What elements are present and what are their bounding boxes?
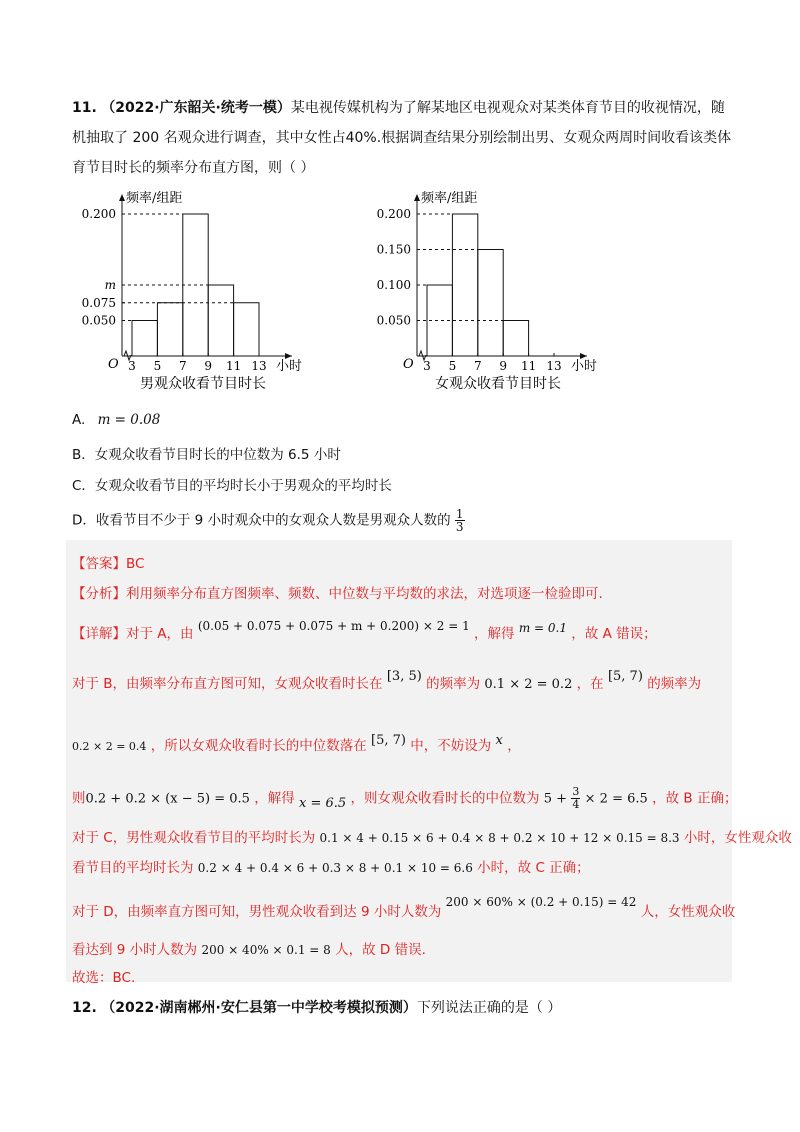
y-tick-label: m bbox=[104, 278, 116, 292]
median-fraction bbox=[571, 786, 580, 811]
x-tick-label: 3 bbox=[128, 359, 136, 373]
interval-5-7: [5, 7) bbox=[607, 669, 643, 684]
y-axis-arrow bbox=[414, 194, 420, 201]
detail-b-line-3 bbox=[72, 786, 737, 811]
option-a bbox=[72, 412, 160, 428]
detail-c-text-2: 小时，女性观众收 bbox=[683, 830, 792, 846]
histogram-bar bbox=[208, 285, 233, 356]
x-tick-label: 3 bbox=[423, 359, 431, 373]
male-count-equation: 200 × 60% × (0.2 + 0.15) = 42 bbox=[445, 895, 637, 909]
x-tick-label: 9 bbox=[204, 359, 213, 373]
y-tick-label: 0.050 bbox=[81, 313, 116, 328]
question-12-number: 12. bbox=[72, 1000, 97, 1016]
x-tick-label: 7 bbox=[178, 359, 187, 373]
detail-b-text-4: 的频率为 bbox=[647, 676, 702, 692]
detail-a-text-2: ，解得 bbox=[474, 626, 515, 642]
analysis-text: 利用频率分布直方图频率、频数、中位数与平均数的求法，对选项逐一检验即可. bbox=[126, 586, 603, 602]
y-tick-label: 0.100 bbox=[376, 278, 411, 292]
median-fraction-numerator: 3 bbox=[572, 785, 580, 798]
option-d-text: D．收看节目不少于 9 小时观众中的女观众人数是男观众人数的 bbox=[72, 512, 451, 529]
answer-line bbox=[72, 552, 144, 572]
y-tick-label: 0.200 bbox=[81, 207, 116, 221]
detail-b-text-3: ，在 bbox=[576, 676, 604, 692]
detail-c-line-2 bbox=[72, 856, 590, 876]
median-expr-start: 5 + bbox=[543, 791, 568, 807]
median-equation: 0.2 + 0.2 × (x − 5) = 0.5 bbox=[85, 791, 250, 807]
y-axis-arrow bbox=[119, 194, 125, 201]
detail-a-text: 对于 A，由 bbox=[126, 626, 194, 642]
analysis-line bbox=[72, 582, 603, 602]
detail-d-text-3: 看达到 9 小时人数为 bbox=[72, 942, 198, 958]
y-axis-label: 频率/组距 bbox=[126, 191, 183, 206]
fraction-numerator: 1 bbox=[455, 507, 464, 521]
detail-d-line-1 bbox=[72, 895, 736, 920]
y-tick-label: 0.150 bbox=[376, 242, 411, 257]
y-tick-label: 0.200 bbox=[376, 207, 411, 221]
answer-value: BC bbox=[126, 556, 145, 572]
question-12-text: 下列说法正确的是（ ） bbox=[416, 1000, 562, 1016]
detail-d-line-2 bbox=[72, 938, 426, 958]
detail-b-text-8: 则 bbox=[72, 790, 86, 807]
chart-title: 男观众收看节目时长 bbox=[140, 376, 266, 392]
detail-b-calc-1: 0.1 × 2 = 0.2 bbox=[484, 677, 573, 692]
x-tick-label: 11 bbox=[520, 359, 537, 373]
histogram-bar bbox=[478, 250, 503, 357]
variable-x: x bbox=[495, 733, 503, 748]
detail-b-line-2 bbox=[72, 734, 521, 754]
analysis-tag: 【分析】 bbox=[72, 586, 126, 602]
x-tick-label: 7 bbox=[473, 359, 482, 373]
fraction-denominator: 3 bbox=[455, 520, 464, 534]
origin-label: O bbox=[108, 357, 119, 372]
final-choice: 故选：BC. bbox=[72, 970, 136, 986]
y-tick-label: 0.050 bbox=[376, 313, 411, 328]
detail-c-line-1 bbox=[72, 826, 792, 846]
histogram-bar bbox=[132, 321, 157, 357]
detail-c-conclusion: 小时，故 C 正确； bbox=[477, 860, 590, 876]
x-tick-label: 5 bbox=[153, 359, 162, 373]
option-b: B．女观众收看节目时长的中位数为 6.5 小时 bbox=[72, 447, 341, 463]
option-a-label: A. bbox=[72, 412, 86, 428]
x-axis-label: 小时 bbox=[571, 359, 598, 374]
detail-c-text-1: 对于 C，男性观众收看节目的平均时长为 bbox=[72, 830, 316, 846]
histogram-bar bbox=[503, 321, 528, 357]
detail-a-line bbox=[72, 619, 657, 642]
histogram-bar bbox=[157, 303, 182, 356]
median-fraction-denominator: 4 bbox=[572, 798, 580, 811]
female-histogram bbox=[355, 182, 605, 397]
detail-b-text-2: 的频率为 bbox=[426, 676, 481, 692]
detail-c-text-3: 看节目的平均时长为 bbox=[72, 860, 194, 876]
detail-b-text-9: ，解得 bbox=[254, 790, 295, 807]
question-source: （2022·广东韶关·统考一模） bbox=[101, 100, 291, 116]
option-c: C．女观众收看节目的平均时长小于男观众的平均时长 bbox=[72, 478, 392, 494]
detail-b-text-10: ，则女观众收看时长的中位数为 bbox=[350, 790, 540, 807]
x-tick-label: 9 bbox=[499, 359, 508, 373]
question-number: 11. bbox=[72, 100, 97, 116]
median-solution: x = 6.5 bbox=[299, 795, 347, 811]
detail-a-equation: (0.05 + 0.075 + 0.075 + m + 0.200) × 2 = 1 bbox=[197, 619, 470, 633]
origin-label: O bbox=[403, 357, 414, 372]
chart-title: 女观众收看节目时长 bbox=[435, 376, 561, 392]
male-histogram bbox=[60, 182, 310, 397]
detail-b-text-1: 对于 B，由频率分布直方图可知，女观众收看时长在 bbox=[72, 676, 383, 692]
female-mean-equation: 0.2 × 4 + 0.4 × 6 + 0.3 × 8 + 0.1 × 10 = 6.6 bbox=[197, 861, 473, 875]
x-tick-label: 13 bbox=[546, 359, 562, 373]
question-text: 某电视传媒机构为了解某地区电视观众对某类体育节目的收视情况，随 bbox=[290, 100, 725, 116]
histogram-bar bbox=[452, 214, 477, 356]
question-11-line-1 bbox=[72, 98, 725, 118]
detail-b-text-7: ， bbox=[507, 738, 521, 754]
question-12-source: （2022·湖南郴州·安仁县第一中学校考模拟预测） bbox=[101, 1000, 417, 1016]
answer-tag: 【答案】 bbox=[72, 556, 126, 572]
detail-d-text-2: 人，女性观众收 bbox=[640, 904, 736, 920]
y-axis-label: 频率/组距 bbox=[421, 191, 478, 206]
detail-tag: 【详解】 bbox=[72, 626, 126, 642]
y-tick-label: 0.075 bbox=[81, 295, 116, 310]
question-12 bbox=[72, 998, 561, 1018]
detail-b-calc-2: 0.2 × 2 = 0.4 bbox=[72, 740, 147, 753]
detail-b-text-6: 中，不妨设为 bbox=[410, 738, 492, 754]
female-count-equation: 200 × 40% × 0.1 = 8 bbox=[201, 943, 331, 957]
median-expr-end: × 2 = 6.5 bbox=[584, 791, 648, 807]
interval-3-5: [3, 5) bbox=[386, 669, 422, 684]
detail-b-conclusion: ，故 B 正确； bbox=[652, 790, 738, 807]
detail-b-text-5: ，所以女观众收看时长的中位数落在 bbox=[150, 738, 367, 754]
question-11-line-3: 育节目时长的频率分布直方图，则（ ） bbox=[72, 160, 315, 176]
detail-a-result: m = 0.1 bbox=[518, 621, 567, 635]
option-d-fraction bbox=[455, 508, 465, 533]
x-tick-label: 13 bbox=[251, 359, 267, 373]
male-mean-equation: 0.1 × 4 + 0.15 × 6 + 0.4 × 8 + 0.2 × 10 + 12 × 0.15 = 8.3 bbox=[319, 831, 680, 845]
question-11-line-2: 机抽取了 200 名观众进行调查，其中女性占40%.根据调查结果分别绘制出男、女观众两周时间收看该类体 bbox=[72, 130, 732, 146]
detail-d-conclusion: 人，故 D 错误. bbox=[335, 942, 426, 958]
option-a-math: m = 0.08 bbox=[97, 412, 161, 428]
x-tick-label: 5 bbox=[448, 359, 457, 373]
detail-d-text-1: 对于 D，由频率直方图可知，男性观众收看到达 9 小时人数为 bbox=[72, 904, 442, 920]
detail-a-conclusion: ，故 A 错误； bbox=[571, 626, 657, 642]
option-d bbox=[72, 508, 465, 533]
x-axis-label: 小时 bbox=[276, 359, 303, 374]
histogram-bar bbox=[234, 303, 259, 356]
x-tick-label: 11 bbox=[225, 359, 242, 373]
median-interval: [5, 7) bbox=[371, 733, 406, 748]
detail-b-line-1 bbox=[72, 669, 702, 692]
